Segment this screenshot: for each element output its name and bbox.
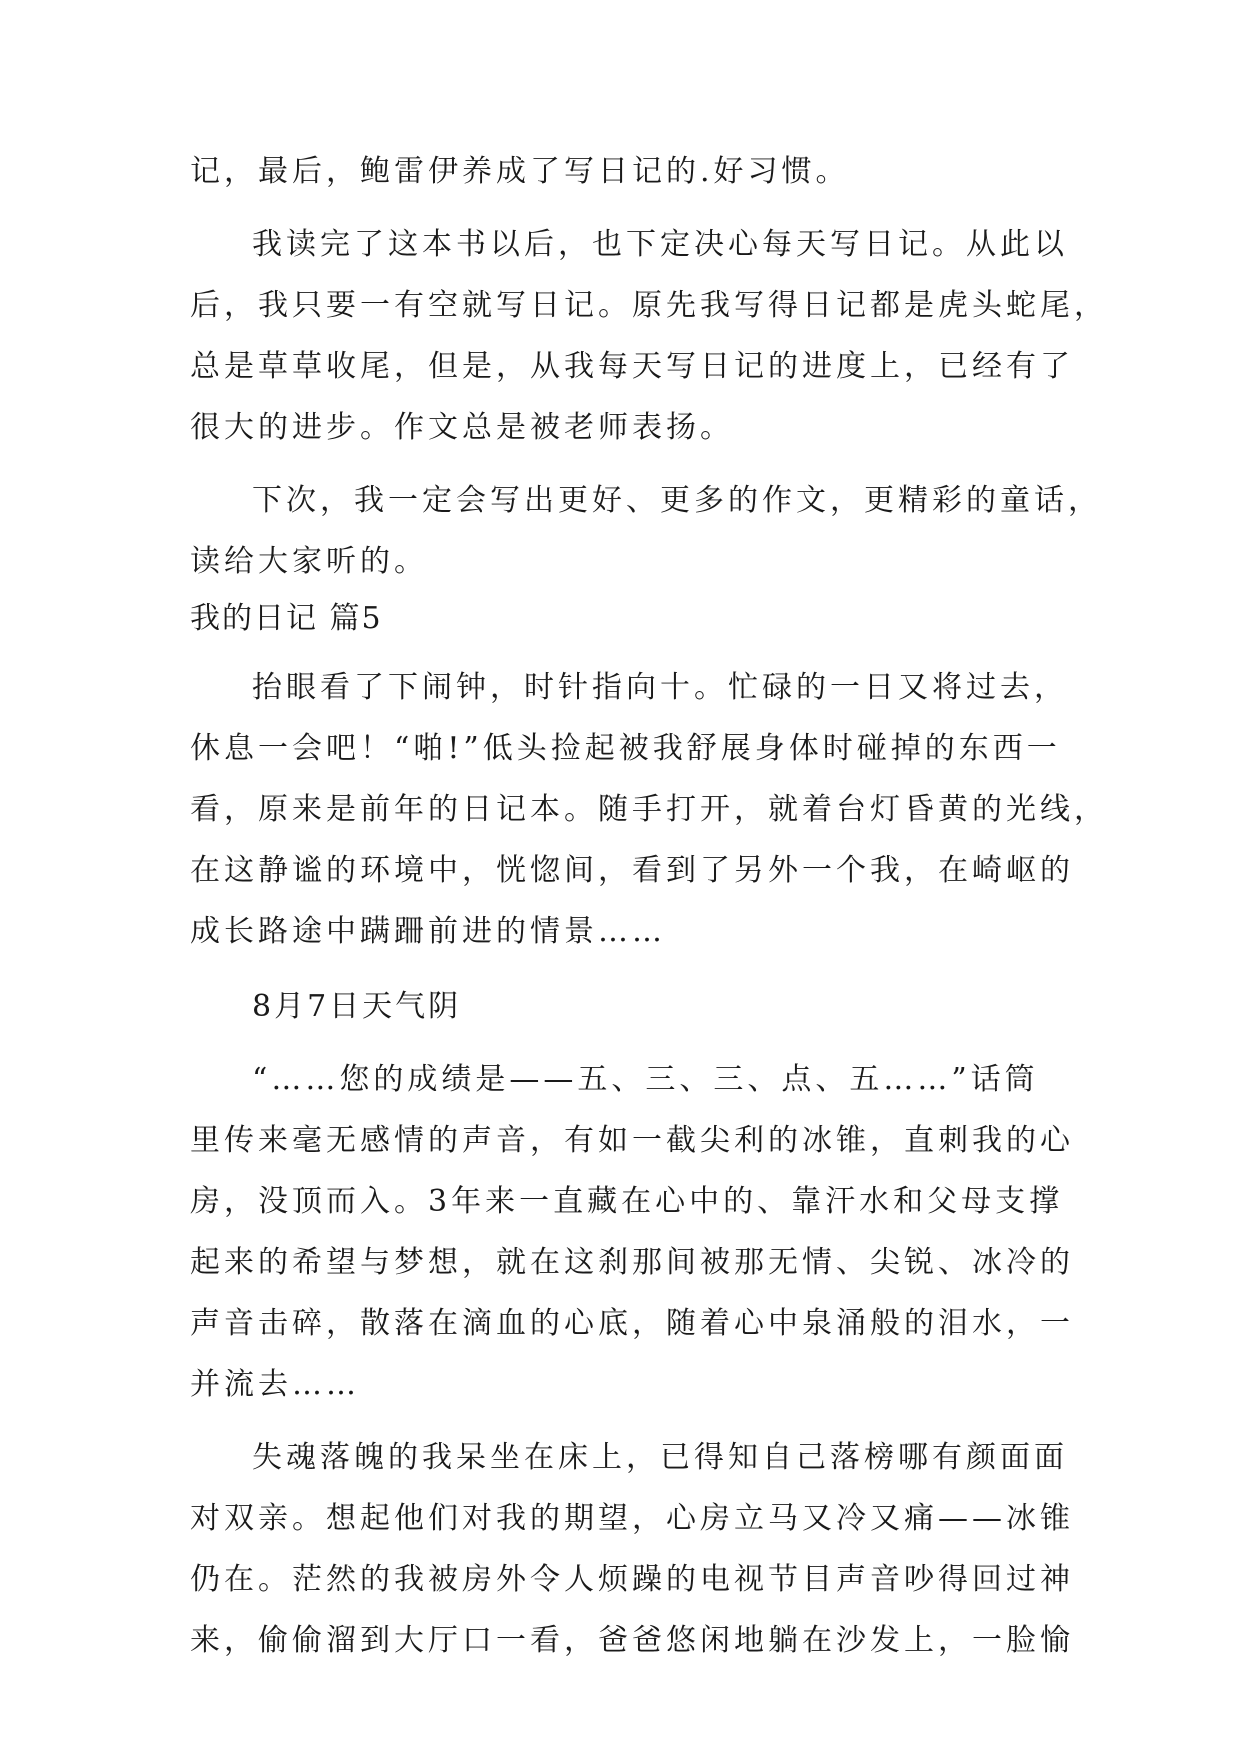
paragraph-line: 并流去……	[190, 1367, 360, 1402]
paragraph-line: 很大的进步。作文总是被老师表扬。	[190, 410, 734, 445]
diary-date-line: 8月7日天气阴	[252, 989, 462, 1024]
paragraph-line: 对双亲。想起他们对我的期望，心房立马又冷又痛——冰锥	[190, 1501, 1074, 1536]
paragraph-line: 来，偷偷溜到大厅口一看，爸爸悠闲地躺在沙发上，一脸愉	[190, 1623, 1074, 1658]
paragraph-line: 起来的希望与梦想，就在这刹那间被那无情、尖锐、冰冷的	[190, 1245, 1074, 1280]
paragraph-line: 抬眼看了下闹钟，时针指向十。忙碌的一日又将过去，	[252, 670, 1068, 705]
paragraph-line: 总是草草收尾，但是，从我每天写日记的进度上，已经有了	[190, 349, 1074, 384]
paragraph-line: 里传来毫无感情的声音，有如一截尖利的冰锥，直刺我的心	[190, 1123, 1074, 1158]
paragraph-line: 记，最后，鲍雷伊养成了写日记的.好习惯。	[190, 154, 850, 189]
paragraph-line: 后，我只要一有空就写日记。原先我写得日记都是虎头蛇尾，	[190, 288, 1108, 323]
paragraph-line: 失魂落魄的我呆坐在床上，已得知自己落榜哪有颜面面	[252, 1440, 1068, 1475]
paragraph-line: 看，原来是前年的日记本。随手打开，就着台灯昏黄的光线，	[190, 792, 1108, 827]
paragraph-line: 在这静谧的环境中，恍惚间，看到了另外一个我，在崎岖的	[190, 853, 1074, 888]
paragraph-line: 读给大家听的。	[190, 544, 428, 579]
paragraph-line: 仍在。茫然的我被房外令人烦躁的电视节目声音吵得回过神	[190, 1562, 1074, 1597]
section-heading: 我的日记 篇5	[190, 601, 383, 636]
paragraph-line: “……您的成绩是——五、三、三、点、五……”话筒	[252, 1062, 1039, 1097]
paragraph-line: 声音击碎，散落在滴血的心底，随着心中泉涌般的泪水，一	[190, 1306, 1074, 1341]
paragraph-line: 房，没顶而入。3年来一直藏在心中的、靠汗水和父母支撑	[190, 1184, 1064, 1219]
paragraph-line: 休息一会吧！“啪!”低头捡起被我舒展身体时碰掉的东西一	[190, 731, 1061, 766]
paragraph-line: 我读完了这本书以后，也下定决心每天写日记。从此以	[252, 227, 1068, 262]
paragraph-line: 成长路途中蹒跚前进的情景……	[190, 914, 666, 949]
paragraph-line: 下次，我一定会写出更好、更多的作文，更精彩的童话，	[252, 483, 1102, 518]
